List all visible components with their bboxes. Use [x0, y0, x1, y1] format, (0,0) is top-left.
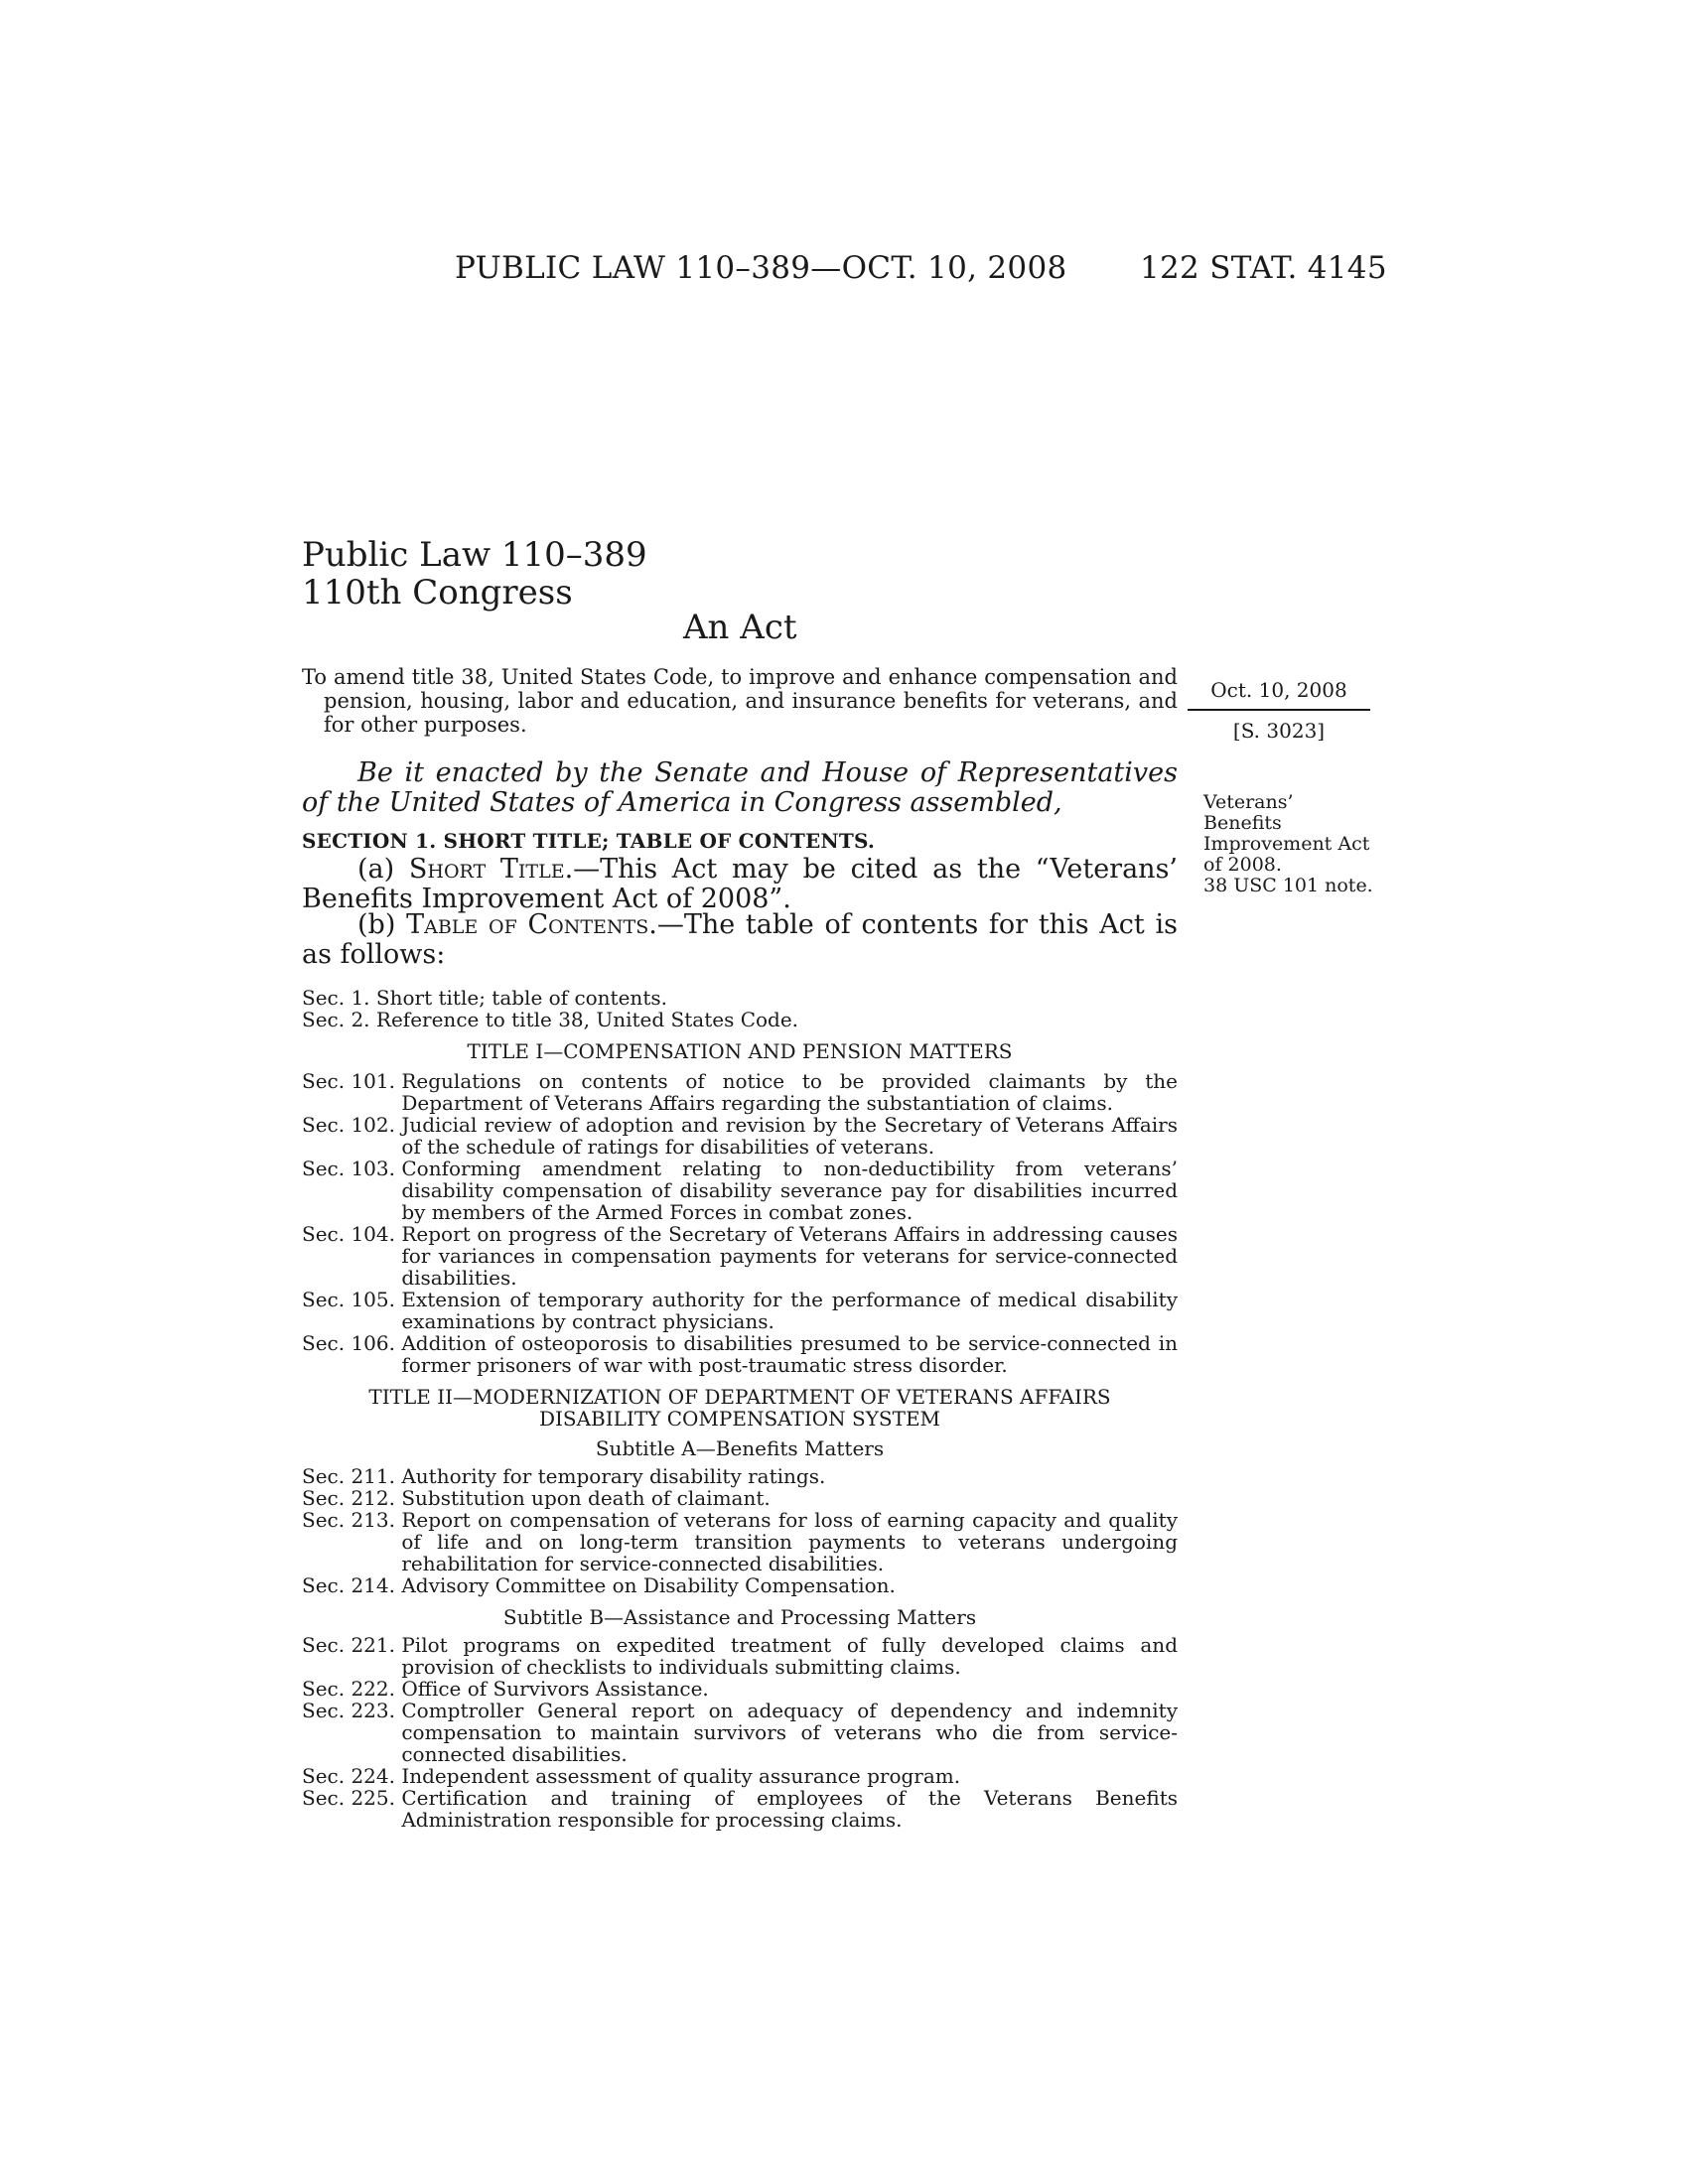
toc-intro-list — [302, 987, 1178, 1030]
title-i-heading: TITLE I—COMPENSATION AND PENSION MATTERS — [467, 1039, 1013, 1063]
toc-entry-text: Office of Survivors Assistance. — [401, 1677, 709, 1701]
toc-entry — [302, 1574, 1178, 1596]
toc-entry-text: Extension of temporary authority for the performance of medical disability examinations by contract physicians. — [401, 1288, 1178, 1333]
toc-entry-number: Sec. 223. — [302, 1699, 402, 1722]
running-header-right: 122 STAT. 4145 — [1140, 250, 1387, 286]
toc-entry — [302, 1765, 1178, 1787]
margin-note-line: of 2008. — [1203, 854, 1282, 876]
purpose-statement — [302, 665, 1178, 737]
toc-entry — [302, 1223, 1178, 1289]
toc-entry-number: Sec. 102. — [302, 1113, 402, 1137]
toc-entry-number: Sec. 2. — [302, 1008, 376, 1031]
toc-entry — [302, 1634, 1178, 1678]
act-label: An Act — [683, 608, 797, 647]
toc-entry-text: Reference to title 38, United States Code. — [375, 1008, 799, 1031]
short-title-margin-note — [1203, 792, 1382, 896]
table-of-contents — [302, 987, 1178, 1831]
margin-note-line: Veterans’ — [1203, 791, 1294, 813]
toc-entry-number: Sec. 105. — [302, 1288, 402, 1311]
toc-entry-text: Independent assessment of quality assurance program. — [401, 1764, 961, 1788]
toc-entry — [302, 1070, 1178, 1114]
toc-entry-number: Sec. 211. — [302, 1464, 402, 1488]
margin-note-line: Benefits — [1203, 812, 1282, 834]
congress-number: 110th Congress — [302, 573, 573, 613]
toc-entry-text: Judicial review of adoption and revision by the Secretary of Veterans Affairs of the schedule of ratings for disabilities of veterans. — [401, 1113, 1178, 1159]
toc-entry-number: Sec. 101. — [302, 1069, 402, 1093]
toc-entry-number: Sec. 224. — [302, 1764, 402, 1788]
toc-entry — [302, 1289, 1178, 1332]
bill-number: [S. 3023] — [1232, 719, 1326, 743]
toc-entry-text: Authority for temporary disability ratings. — [401, 1464, 826, 1488]
running-header-left: PUBLIC LAW 110–389—OCT. 10, 2008 — [455, 250, 1067, 286]
toc-entry-text: Report on compensation of veterans for loss of earning capacity and quality of life and on long-term transition payments to veterans undergoing rehabilitation for service-connected disabilities. — [401, 1508, 1178, 1575]
toc-entry-number: Sec. 212. — [302, 1486, 402, 1510]
toc-entry-number: Sec. 222. — [302, 1677, 402, 1701]
toc-entry — [302, 1678, 1178, 1700]
purpose-text: To amend title 38, United States Code, to improve and enhance compensation and pension, housing, labor and education, and insurance benefits for veterans, and for other purposes. — [302, 665, 1178, 737]
title-ii-heading-line1: TITLE II—MODERNIZATION OF DEPARTMENT OF VETERANS AFFAIRS — [368, 1385, 1111, 1409]
toc-entry — [302, 1114, 1178, 1158]
toc-entry-number: Sec. 106. — [302, 1331, 402, 1355]
title-ii-heading-line2: DISABILITY COMPENSATION SYSTEM — [538, 1407, 941, 1431]
section-heading: SECTION 1. SHORT TITLE; TABLE OF CONTENTS. — [302, 829, 876, 853]
toc-entry-text: Addition of osteoporosis to disabilities presumed to be service-connected in former prisoners of war with post-traumatic stress disorder. — [401, 1331, 1178, 1377]
paragraph-short-title — [302, 855, 1178, 914]
enactment-date: Oct. 10, 2008 — [1188, 678, 1370, 711]
paragraph-a-caption: Short Title — [408, 854, 565, 885]
toc-title-i-list — [302, 1070, 1178, 1376]
toc-entry-text: Report on progress of the Secretary of Veterans Affairs in addressing causes for variances in compensation payments for veterans for service-connected disabilities. — [401, 1222, 1178, 1290]
margin-note-line: Improvement Act — [1203, 833, 1370, 855]
paragraph-b-prefix: (b) — [357, 909, 407, 940]
toc-entry — [302, 1509, 1178, 1574]
toc-entry-number: Sec. 104. — [302, 1222, 402, 1246]
toc-entry-number: Sec. 221. — [302, 1633, 402, 1657]
subtitle-b-heading: Subtitle B—Assistance and Processing Matters — [502, 1605, 977, 1629]
enactment-margin-box — [1188, 678, 1370, 743]
law-title-block — [302, 536, 647, 612]
toc-entry-text: Certification and training of employees of the Veterans Benefits Administration responsible for processing claims. — [401, 1786, 1178, 1832]
toc-entry — [302, 1332, 1178, 1376]
paragraph-a-text: .—This Act may be cited as the “Veterans’ Benefits Improvement Act of 2008”. — [302, 854, 1179, 914]
paragraph-b-text: .—The table of contents for this Act is as follows: — [302, 909, 1178, 970]
toc-entry-text: Regulations on contents of notice to be provided claimants by the Department of Veterans Affairs regarding the substantiation of claims. — [401, 1069, 1178, 1115]
paragraph-a-prefix: (a) — [357, 854, 409, 885]
toc-entry-number: Sec. 1. — [302, 986, 376, 1010]
toc-entry-number: Sec. 103. — [302, 1157, 402, 1180]
toc-subtitle-b-list — [302, 1634, 1178, 1831]
toc-entry-text: Pilot programs on expedited treatment of fully developed claims and provision of checklists to individuals submitting claims. — [401, 1633, 1178, 1679]
toc-entry-text: Comptroller General report on adequacy of dependency and indemnity compensation to maintain survivors of veterans who die from service-connected disabilities. — [401, 1699, 1178, 1766]
paragraph-b-caption: Table of Contents — [406, 909, 649, 940]
toc-entry — [302, 987, 1178, 1009]
margin-note-line: 38 USC 101 note. — [1203, 875, 1373, 896]
toc-entry-number: Sec. 214. — [302, 1573, 402, 1597]
toc-entry — [302, 1009, 1178, 1030]
toc-entry-text: Advisory Committee on Disability Compensation. — [401, 1573, 896, 1597]
toc-entry-text: Conforming amendment relating to non-deductibility from veterans’ disability compensation of disability severance pay for disabilities incurred by members of the Armed Forces in combat zones. — [401, 1157, 1178, 1224]
toc-entry-text: Substitution upon death of claimant. — [401, 1486, 771, 1510]
public-law-number: Public Law 110–389 — [302, 535, 647, 575]
toc-entry-number: Sec. 213. — [302, 1508, 402, 1532]
toc-entry — [302, 1787, 1178, 1831]
subtitle-a-heading: Subtitle A—Benefits Matters — [595, 1436, 885, 1460]
toc-entry — [302, 1465, 1178, 1487]
toc-entry-text: Short title; table of contents. — [375, 986, 667, 1010]
enacting-clause — [302, 758, 1178, 818]
toc-entry-number: Sec. 225. — [302, 1786, 402, 1810]
toc-subtitle-a-list — [302, 1465, 1178, 1596]
toc-entry — [302, 1487, 1178, 1509]
paragraph-table-of-contents — [302, 910, 1178, 970]
toc-entry — [302, 1700, 1178, 1765]
toc-entry — [302, 1158, 1178, 1223]
enacting-clause-text: Be it enacted by the Senate and House of Representatives of the United States of America in Congress assembled, — [302, 757, 1178, 818]
